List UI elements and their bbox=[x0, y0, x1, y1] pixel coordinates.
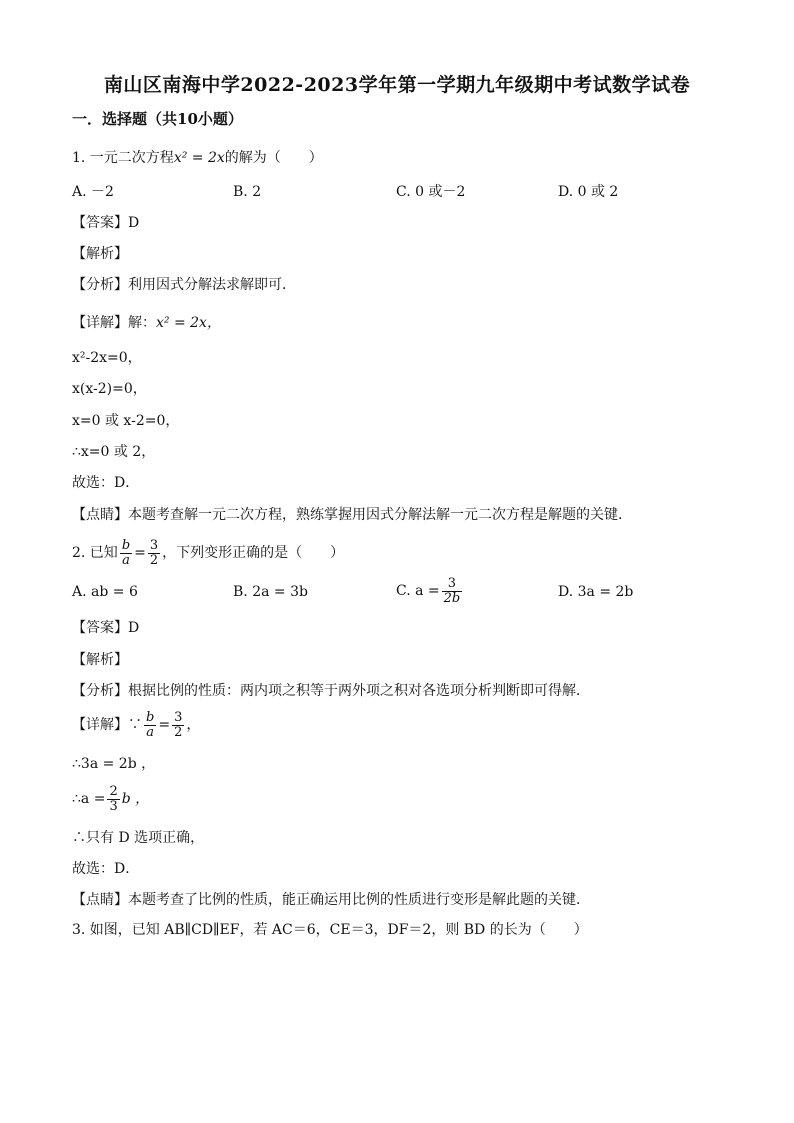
q2-detail-fraction-right: $\frac{3}{2}$ bbox=[174, 709, 183, 740]
q1-step-1: x²-2x=0， bbox=[72, 350, 142, 366]
q2-step-3: ∴只有 D 选项正确， bbox=[72, 830, 205, 846]
q1-equation: x² = 2x bbox=[173, 150, 225, 166]
q1-insight: 【点睛】本题考查解一元二次方程，熟练掌握用因式分解法解一元二次方程是解题的关键． bbox=[72, 507, 632, 523]
q2-option-d: D. 3a = 2b bbox=[558, 584, 634, 600]
q2-step-2-fraction: $\frac{2}{3}$ bbox=[109, 783, 118, 814]
q2-detail-fraction-left: $\frac{b}{a}$ bbox=[146, 709, 155, 740]
section-heading: 一．选择题（共10小题） bbox=[72, 110, 243, 128]
q2-stem-fraction-right: $\frac{3}{2}$ bbox=[149, 537, 159, 568]
q1-jiexi: 【解析】 bbox=[72, 246, 128, 262]
q2-stem: 2. 已知 $\frac{b}{a}$ = $\frac{3}{2}$ ，下列变形正确的是（ ） bbox=[72, 537, 345, 568]
q2-step-4: 故选：D． bbox=[72, 861, 140, 877]
q1-step-4: ∴x=0 或 2， bbox=[72, 444, 156, 460]
q2-analysis: 【分析】根据比例的性质：两内项之积等于两外项之积对各选项分析判断即可得解． bbox=[72, 683, 590, 699]
q2-answer: 【答案】D bbox=[72, 620, 140, 636]
q1-option-a: A. －2 bbox=[72, 184, 114, 200]
q1-analysis: 【分析】利用因式分解法求解即可． bbox=[72, 277, 296, 293]
q1-step-3: x=0 或 x-2=0， bbox=[72, 413, 180, 429]
q2-option-c-fraction: $\frac{3}{2b}$ bbox=[443, 575, 461, 606]
q2-stem-text: 2. 已知 bbox=[72, 545, 118, 561]
q2-detail-label: 【详解】∵ bbox=[72, 717, 142, 733]
q2-detail: 【详解】∵ $\frac{b}{a}$ = $\frac{3}{2}$ ， bbox=[72, 709, 201, 740]
q1-step-5: 故选：D． bbox=[72, 475, 140, 491]
q1-step-2: x(x-2)=0， bbox=[72, 381, 147, 397]
q1-detail-label: 【详解】解： bbox=[72, 315, 156, 331]
q2-option-b: B. 2a = 3b bbox=[233, 584, 308, 600]
q2-option-a: A. ab = 6 bbox=[72, 584, 138, 600]
q2-stem-fraction-left: $\frac{b}{a}$ bbox=[121, 537, 131, 568]
q1-detail bbox=[72, 313, 221, 333]
q3-stem: 3. 如图，已知 AB∥CD∥EF，若 AC＝6，CE＝3，DF＝2，则 BD 的长为（ ） bbox=[72, 922, 588, 938]
q2-option-c: C. a = $\frac{3}{2b}$ bbox=[396, 575, 461, 606]
q1-stem bbox=[72, 148, 323, 168]
q1-option-d: D. 0 或 2 bbox=[558, 184, 619, 200]
page-title: 南山区南海中学2022-2023学年第一学期九年级期中考试数学试卷 bbox=[103, 74, 691, 96]
q1-stem-text: 1. 一元二次方程 bbox=[72, 150, 174, 166]
q1-option-b: B. 2 bbox=[233, 184, 262, 200]
q2-jiexi: 【解析】 bbox=[72, 652, 128, 668]
q2-stem-suffix: ，下列变形正确的是（ ） bbox=[162, 545, 345, 561]
q2-step-2: ∴a = $\frac{2}{3}$ b ， bbox=[72, 783, 150, 814]
q2-insight: 【点睛】本题考查了比例的性质，能正确运用比例的性质进行变形是解此题的关键． bbox=[72, 892, 590, 908]
q1-stem-suffix: 的解为（ ） bbox=[224, 150, 323, 166]
q1-answer: 【答案】D bbox=[72, 215, 140, 231]
q2-step-1: ∴3a = 2b ， bbox=[72, 756, 156, 772]
q1-detail-equation: x² = 2x， bbox=[156, 315, 221, 331]
q1-option-c: C. 0 或－2 bbox=[396, 184, 466, 200]
